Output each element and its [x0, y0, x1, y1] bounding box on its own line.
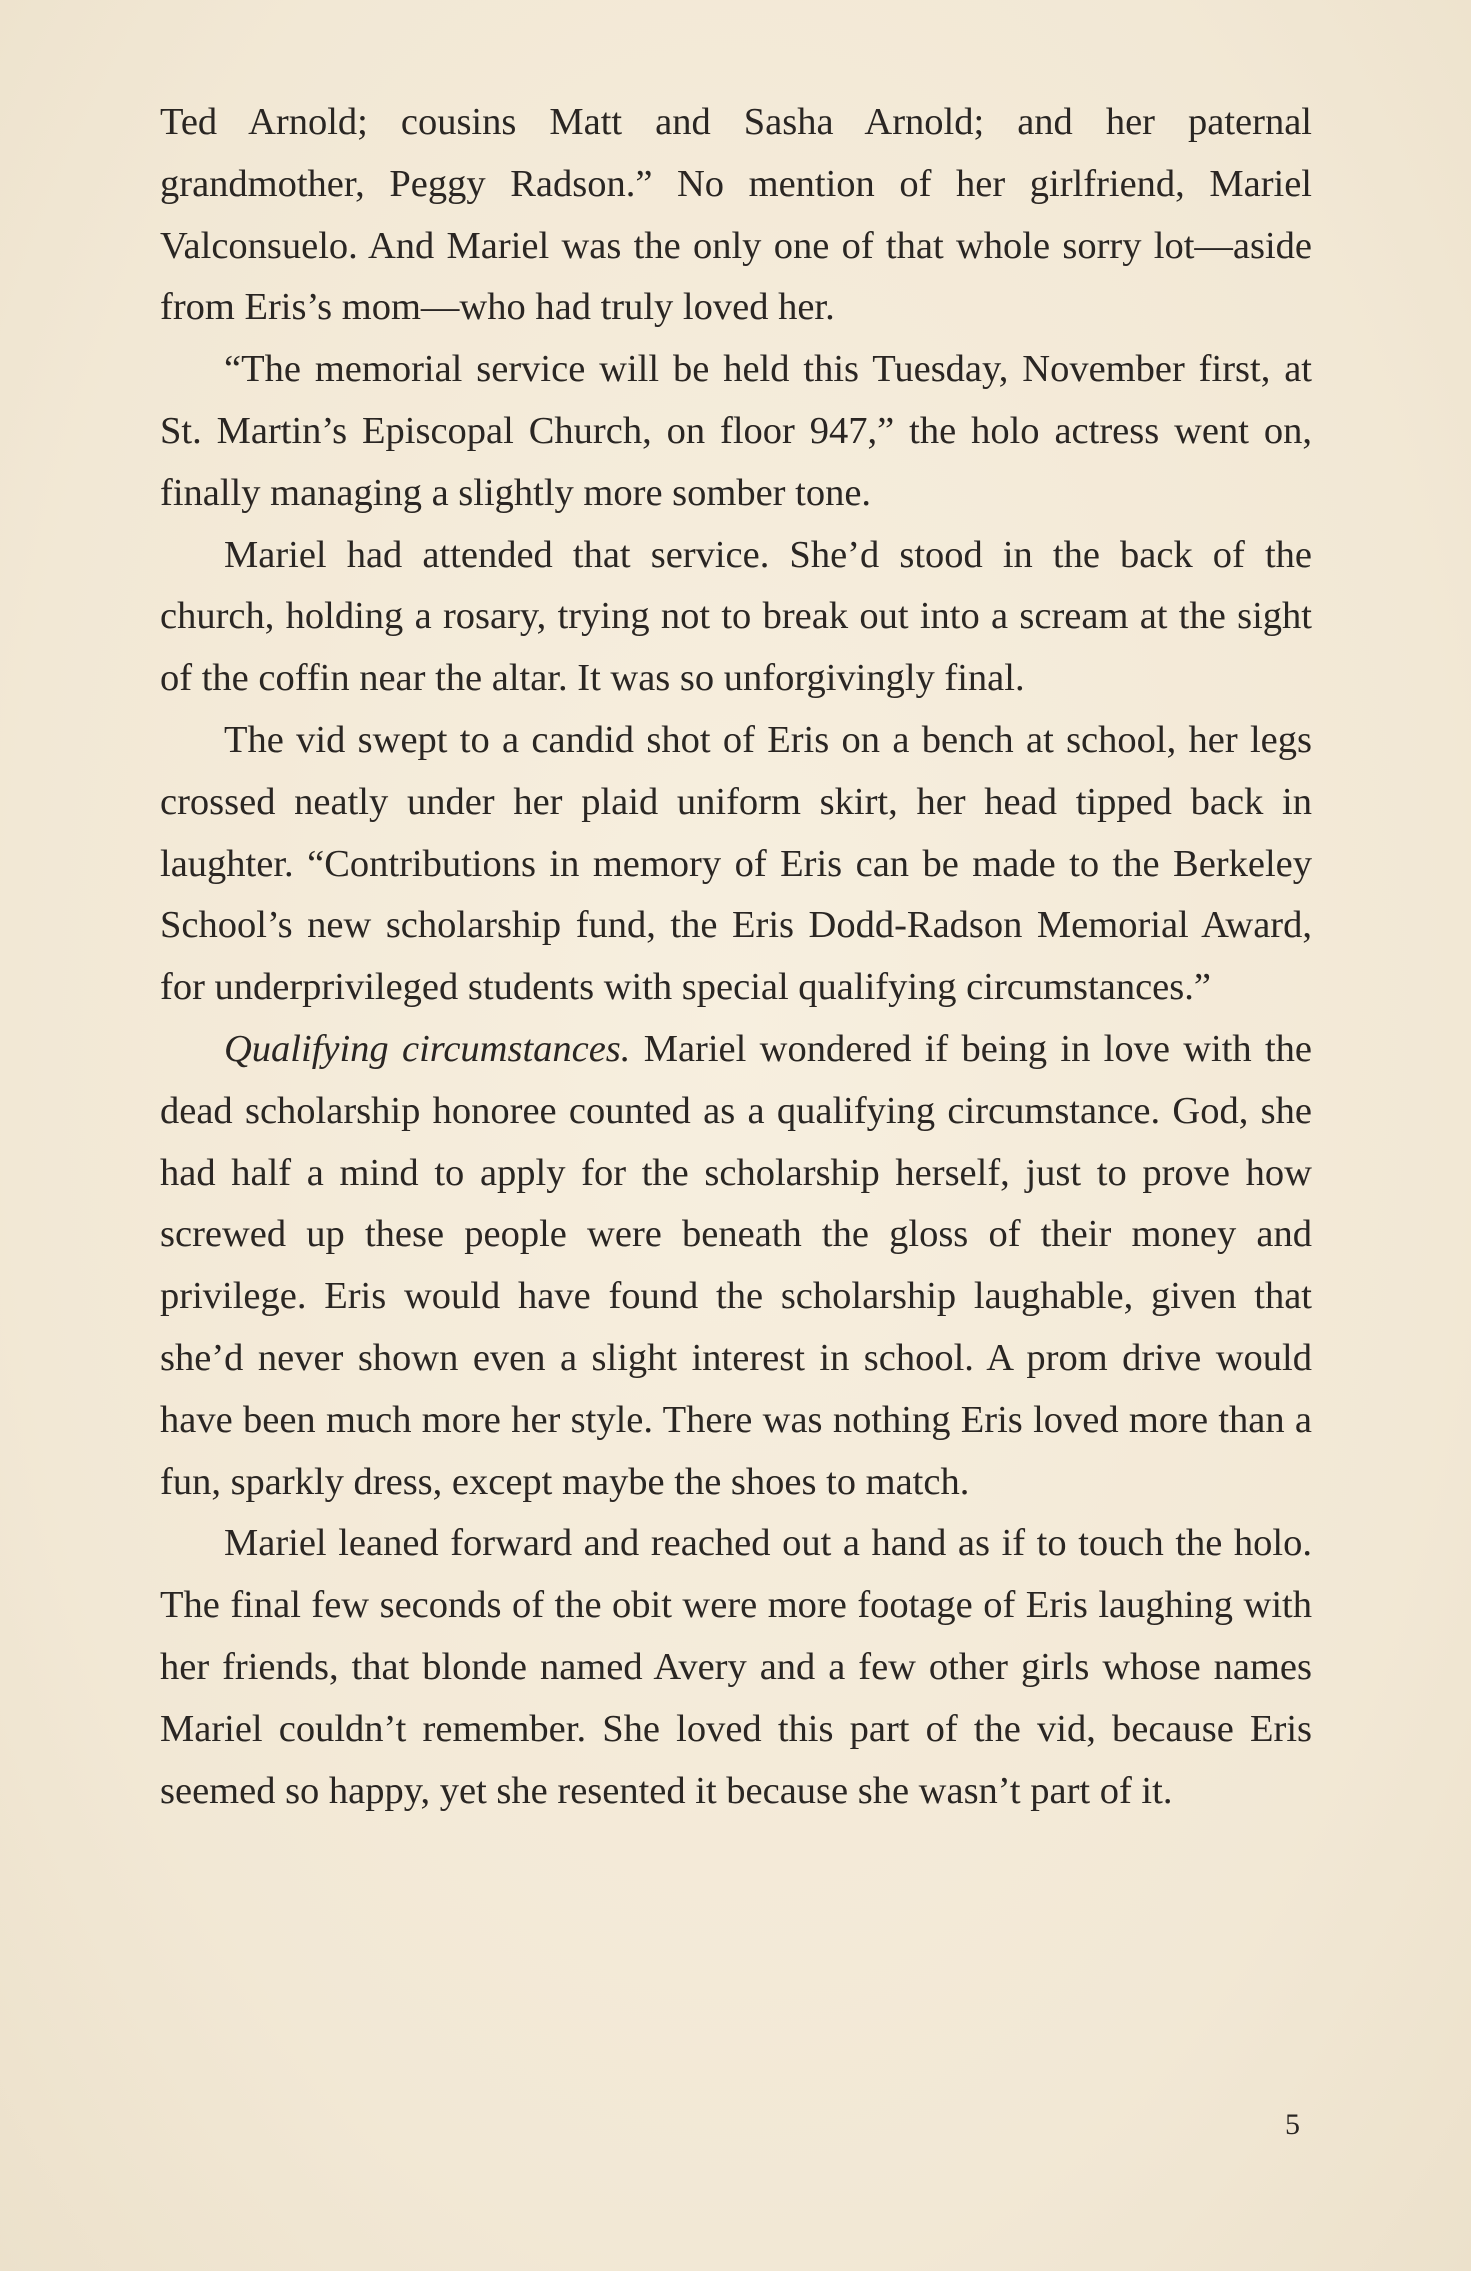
paragraph-5-text: Mariel wondered if being in love with the dead scholarship honoree counted as a qualifying circumstance. God, she had half a mind to apply for the scholarship herself, just to prove how screwed up these people were beneath the gloss of their money and privilege. Eris would have found the scholarship laughable, given that she’d never shown even a slight interest in school. A prom drive would have been much more her style. There was nothing Eris loved more than a fun, sparkly dress, except maybe the shoes to match.: [160, 1027, 1312, 1503]
paragraph-5: [160, 1019, 1312, 1513]
paragraph-1: Ted Arnold; cousins Matt and Sasha Arnold; and her paternal grandmother, Peggy Radson.” No mention of her girlfriend, Mariel Valconsuelo. And Mariel was the only one of that whole sorry lot—aside from Eris’s mom—who had truly loved her.: [160, 101, 1312, 329]
body-text: [160, 92, 1312, 1822]
paragraph-3: Mariel had attended that service. She’d stood in the back of the church, holding a rosary, trying not to break out into a scream at the sight of the coffin near the altar. It was so unforgivingly final.: [160, 533, 1312, 700]
paragraph-2: “The memorial service will be held this Tuesday, November first, at St. Martin’s Episcopal Church, on floor 947,” the holo actress went on, finally managing a slightly more somber tone.: [160, 348, 1312, 514]
paragraph-4: The vid swept to a candid shot of Eris on a bench at school, her legs crossed neatly under her plaid uniform skirt, her head tipped back in laughter. “Contributions in memory of Eris can be made to the Berkeley School’s new scholarship fund, the Eris Dodd-Radson Memorial Award, for underprivileged students with special qualifying circumstances.”: [160, 718, 1312, 1009]
paragraph-6: Mariel leaned forward and reached out a hand as if to touch the holo. The final few seconds of the obit were more footage of Eris laughing with her friends, that blonde named Avery and a few other girls whose names Mariel couldn’t remember. She loved this part of the vid, because Eris seemed so happy, yet she resented it because she wasn’t part of it.: [160, 1522, 1312, 1812]
page-number: 5: [1285, 2108, 1300, 2141]
paragraph-5-italic-phrase: Qualifying circumstances.: [224, 1027, 631, 1070]
